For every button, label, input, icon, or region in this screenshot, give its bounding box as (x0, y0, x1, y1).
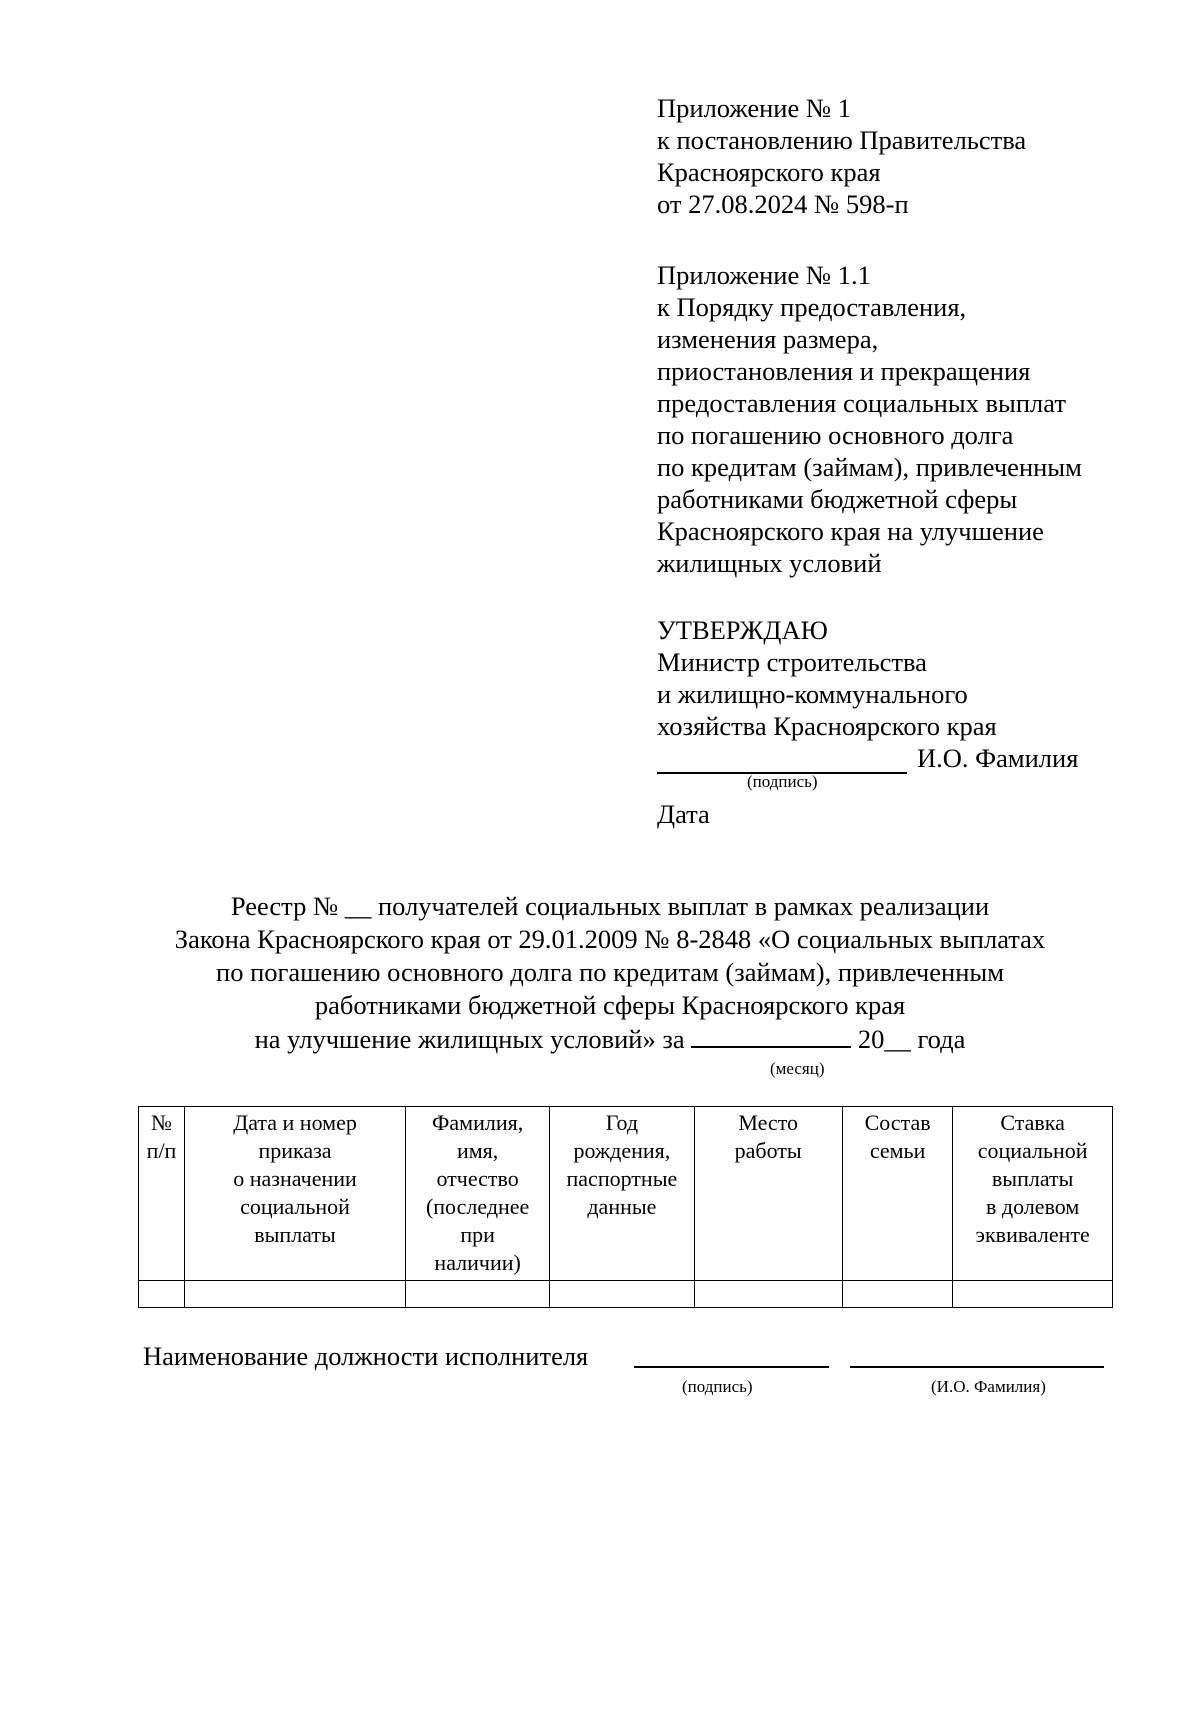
appendix-1-1-line: приостановления и прекращения (657, 356, 1031, 386)
header-text: рождения, (573, 1138, 671, 1163)
title-registry-label: Реестр № (230, 891, 339, 921)
header-text: в долевом (986, 1194, 1080, 1219)
approval-signature-caption: (подпись) (747, 772, 818, 791)
title-year-word: года (917, 1024, 966, 1054)
title-registry-number-blank: __ (344, 891, 372, 921)
header-text: работы (734, 1138, 802, 1163)
table-cell (185, 1281, 406, 1308)
table-cell (842, 1281, 952, 1308)
approval-signature-name: И.О. Фамилия (917, 743, 1079, 773)
title-line-1-rest: получателей социальных выплат в рамках реализации (377, 891, 990, 921)
appendix-1-line: Приложение № 1 (657, 93, 852, 123)
approval-line: и жилищно-коммунального (657, 679, 968, 709)
header-text: выплаты (254, 1222, 336, 1247)
header-text: имя, (456, 1138, 499, 1163)
title-line-2: Закона Красноярского края от 29.01.2009 № 8-2848 «О социальных выплатах (174, 924, 1046, 954)
executor-name-caption: (И.О. Фамилия) (931, 1377, 1046, 1396)
appendix-1-line: к постановлению Правительства (657, 125, 1027, 155)
approval-block (657, 614, 1078, 830)
approval-heading: УТВЕРЖДАЮ (657, 615, 828, 645)
header-text: приказа (258, 1138, 332, 1163)
appendix-1-line: Красноярского края (657, 157, 881, 187)
appendix-1-1-line: изменения размера, (657, 324, 879, 354)
header-payment-rate (953, 1107, 1113, 1281)
header-birth-passport (550, 1107, 694, 1281)
header-text: данные (587, 1194, 657, 1219)
title-line-3: по погашению основного долга по кредитам (займам), привлеченным (216, 957, 1004, 987)
month-caption: (месяц) (770, 1059, 825, 1078)
executor-position-label: Наименование должности исполнителя (143, 1341, 589, 1371)
appendix-1-1-line: по кредитам (займам), привлеченным (657, 452, 1082, 482)
month-blank-line (691, 1022, 851, 1048)
title-line-5-start: на улучшение жилищных условий» за (254, 1024, 685, 1054)
title-line-5 (120, 1022, 1100, 1056)
header-text: семьи (869, 1138, 926, 1163)
appendix-1-1-line: к Порядку предоставления, (657, 292, 967, 322)
appendix-1-1-line: предоставления социальных выплат (657, 388, 1066, 418)
approval-line: Министр строительства (657, 647, 927, 677)
header-full-name (406, 1107, 550, 1281)
table-cell (139, 1281, 185, 1308)
executor-signature-line (634, 1366, 829, 1368)
appendix-1-line: от 27.08.2024 № 598-п (657, 189, 909, 219)
table-cell (550, 1281, 694, 1308)
registry-title (120, 890, 1100, 1056)
table-cell (953, 1281, 1113, 1308)
header-text: паспортные (566, 1166, 678, 1191)
header-text: Дата и номер (233, 1110, 357, 1135)
header-text: Ставка (1000, 1110, 1065, 1135)
approval-signature-line (657, 746, 907, 774)
header-text: выплаты (991, 1166, 1074, 1191)
header-order-date-number (185, 1107, 406, 1281)
header-text: № (151, 1110, 173, 1135)
appendix-1-1-header (657, 259, 1082, 579)
appendix-1-1-line: жилищных условий (657, 548, 882, 578)
appendix-1-1-line: Красноярского края на улучшение (657, 516, 1044, 546)
table-cell (694, 1281, 842, 1308)
appendix-1-1-line: работниками бюджетной сферы (657, 484, 1018, 514)
header-text: Место (738, 1110, 799, 1135)
header-workplace (694, 1107, 842, 1281)
appendix-1-1-line: по погашению основного долга (657, 420, 1014, 450)
table-row (139, 1281, 1113, 1308)
approval-signature-row (657, 742, 1078, 774)
header-text: Состав (864, 1110, 931, 1135)
registry-table (138, 1106, 1113, 1308)
title-line-4: работниками бюджетной сферы Красноярского края (314, 990, 906, 1020)
header-family (842, 1107, 952, 1281)
approval-line: хозяйства Красноярского края (657, 711, 997, 741)
header-text: Год (605, 1110, 639, 1135)
header-text: Фамилия, (432, 1110, 524, 1135)
header-number (139, 1107, 185, 1281)
header-text: социальной (977, 1138, 1088, 1163)
header-text: наличии) (434, 1250, 521, 1275)
title-year-blank: __ (884, 1024, 911, 1054)
approval-date-label: Дата (657, 799, 710, 829)
header-text: социальной (240, 1194, 350, 1219)
header-text: эквиваленте (975, 1222, 1090, 1247)
table-cell (406, 1281, 550, 1308)
header-text: при (460, 1222, 495, 1247)
header-text: п/п (146, 1138, 177, 1163)
executor-signature-caption: (подпись) (682, 1377, 753, 1396)
appendix-1-header (657, 92, 1026, 220)
table-header-row (139, 1107, 1113, 1281)
appendix-1-1-line: Приложение № 1.1 (657, 260, 871, 290)
header-text: отчество (436, 1166, 519, 1191)
title-line-1 (120, 890, 1100, 923)
header-text: о назначении (233, 1166, 357, 1191)
executor-name-line (850, 1366, 1104, 1368)
header-text: (последнее (425, 1194, 530, 1219)
title-year-prefix: 20 (857, 1024, 885, 1054)
